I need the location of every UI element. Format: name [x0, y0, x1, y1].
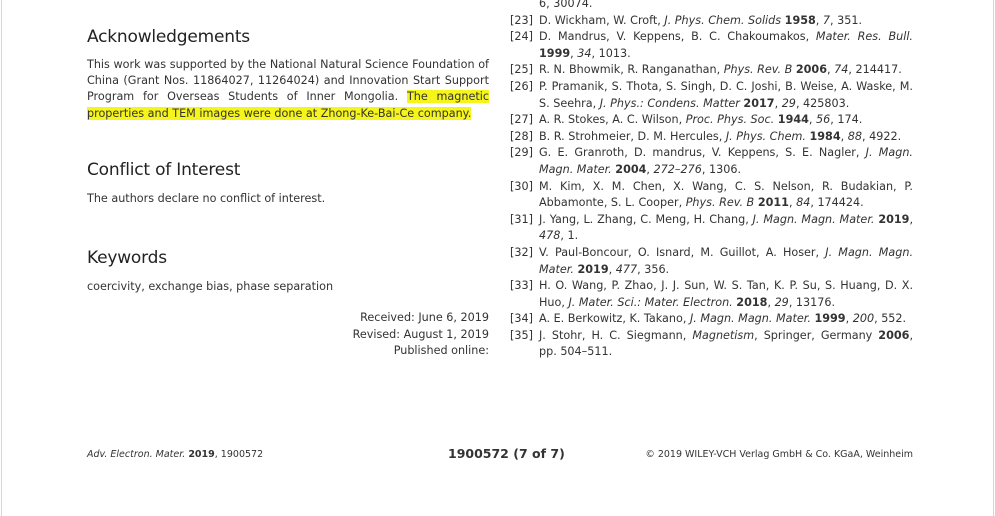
reference-text: H. O. Wang, P. Zhao, J. J. Sun, W. S. Tan, K. P. Su, S. Huang, D. X. Huo, J. Mater. Sci.: Mater. Electron. 2018, 29, 13176.: [539, 279, 913, 309]
reference-journal: J. Phys. Chem.: [725, 129, 806, 143]
reference-journal: Mater. Res. Bull.: [815, 30, 913, 44]
reference-pages: , 1306.: [701, 162, 741, 176]
reference-number: [31]: [510, 212, 533, 226]
reference-item: [510, 29, 913, 62]
footer-journal: Adv. Electron. Mater.: [87, 449, 186, 460]
reference-number: [27]: [510, 113, 533, 127]
reference-year: 1999: [814, 312, 846, 326]
keywords-heading: Keywords: [87, 248, 167, 268]
reference-number: [32]: [510, 245, 533, 259]
reference-item: [510, 278, 913, 311]
reference-item: [510, 112, 913, 129]
reference-authors: G. E. Granroth, D. mandrus, V. Keppens, S. E. Nagler,: [539, 146, 866, 160]
reference-journal: J. Phys. Chem. Solids: [664, 13, 782, 27]
reference-publisher: , Springer, Germany: [754, 328, 879, 342]
reference-continuation: 6, 30074.: [539, 0, 593, 10]
reference-volume: 29: [774, 295, 789, 309]
reference-item: [510, 13, 913, 30]
reference-number: [28]: [510, 129, 533, 143]
reference-authors: J. Stohr, H. C. Siegmann,: [539, 328, 693, 342]
reference-authors: D. Wickham, W. Croft,: [539, 13, 665, 27]
reference-journal: J. Magn. Magn. Mater.: [539, 245, 913, 276]
reference-item: [510, 328, 913, 361]
highlighted-text: The magnetic properties and TEM images were done at Zhong-Ke-Bai-Ce company.: [87, 90, 490, 120]
reference-authors: A. E. Berkowitz, K. Takano,: [539, 312, 690, 326]
reference-authors: D. Mandrus, V. Keppens, B. C. Chakoumakos,: [539, 30, 816, 44]
reference-authors: R. N. Bhowmik, R. Ranganathan,: [539, 63, 724, 77]
reference-volume: 29: [781, 96, 796, 110]
reference-journal: J. Mater. Sci.: Mater. Electron.: [568, 295, 733, 309]
reference-journal: J. Magn. Magn. Mater.: [539, 146, 913, 176]
reference-authors: M. Kim, X. M. Chen, X. Wang, C. S. Nelson, R. Budakian, P. Abbamonte, S. L. Cooper,: [539, 179, 913, 210]
reference-volume: 56: [816, 113, 831, 127]
reference-list: [510, 0, 913, 361]
reference-pages: , 13176.: [788, 295, 836, 309]
reference-pages: , 356.: [637, 262, 670, 276]
footer-citation: [87, 449, 263, 460]
reference-pages: , 1013.: [591, 46, 631, 60]
reference-volume: 84: [796, 196, 811, 210]
reference-item: [510, 179, 913, 212]
reference-year: 2019: [577, 262, 609, 276]
reference-year: 2011: [757, 196, 789, 210]
reference-number: [34]: [510, 312, 533, 326]
reference-text: A. E. Berkowitz, K. Takano, J. Magn. Magn. Mater. 1999, 200, 552.: [539, 312, 907, 326]
reference-item: [510, 79, 913, 112]
reference-item: [510, 245, 913, 278]
reference-pages: , pp. 504–511.: [539, 328, 913, 359]
reference-journal: Magnetism: [692, 328, 755, 342]
reference-text: V. Paul-Boncour, O. Isnard, M. Guillot, A. Hoser, J. Magn. Magn. Mater. 2019, 477, 356.: [539, 245, 913, 276]
published-date: Published online:: [393, 344, 489, 357]
keywords-text: coercivity, exchange bias, phase separation: [87, 280, 334, 293]
reference-volume: 478: [539, 229, 561, 243]
acknowledgements-body: This work was supported by the National Natural Science Foundation of China (Grant Nos. 11864027, 11264024) and Innovation Start Support Program for Overseas Students of Inner Mongolia.: [87, 58, 489, 104]
reference-number: [33]: [510, 279, 533, 293]
reference-volume: 34: [577, 46, 592, 60]
reference-pages: , 351.: [830, 13, 863, 27]
reference-year: 2006: [795, 63, 827, 77]
acknowledgements-heading: Acknowledgements: [87, 27, 250, 47]
reference-year: 2006: [878, 328, 910, 342]
reference-authors: B. R. Strohmeier, D. M. Hercules,: [539, 129, 726, 143]
footer-article: , 1900572: [214, 449, 264, 460]
reference-year: 1958: [784, 13, 816, 27]
reference-number: [30]: [510, 179, 533, 193]
reference-number: [24]: [510, 30, 533, 44]
reference-volume: 272–276: [653, 162, 702, 176]
reference-text: M. Kim, X. M. Chen, X. Wang, C. S. Nelson, R. Budakian, P. Abbamonte, S. L. Cooper, Phys. Rev. B 2011, 84, 174424.: [539, 179, 913, 210]
page-edge-right: [993, 0, 994, 516]
reference-pages: , 4922.: [862, 129, 902, 143]
reference-text: D. Mandrus, V. Keppens, B. C. Chakoumakos, Mater. Res. Bull. 1999, 34, 1013.: [539, 30, 913, 60]
reference-text: B. R. Strohmeier, D. M. Hercules, J. Phys. Chem. 1984, 88, 4922.: [539, 129, 902, 143]
reference-journal: Proc. Phys. Soc.: [685, 113, 775, 127]
reference-pages: , 214417.: [848, 63, 902, 77]
page-number: 1900572 (7 of 7): [448, 446, 565, 461]
reference-pages: , 174.: [830, 113, 863, 127]
reference-text: D. Wickham, W. Croft, J. Phys. Chem. Solids 1958, 7, 351.: [539, 13, 863, 27]
reference-text: P. Pramanik, S. Thota, S. Singh, D. C. Joshi, B. Weise, A. Waske, M. S. Seehra, J. Phys.: Condens. Matter 2017, 29, 425803.: [539, 79, 913, 110]
reference-year: 2019: [878, 212, 910, 226]
reference-pages: , 425803.: [795, 96, 850, 110]
reference-text: R. N. Bhowmik, R. Ranganathan, Phys. Rev. B 2006, 74, 214417.: [539, 63, 902, 77]
conflict-text: The authors declare no conflict of interest.: [87, 192, 326, 205]
received-date: Received: June 6, 2019: [360, 311, 489, 324]
reference-authors: P. Pramanik, S. Thota, S. Singh, D. C. Joshi, B. Weise, A. Waske, M. S. Seehra,: [539, 79, 913, 110]
acknowledgements-text: [87, 57, 489, 122]
conflict-heading: Conflict of Interest: [87, 160, 241, 180]
reference-item: [510, 62, 913, 79]
footer-year: 2019: [188, 449, 215, 460]
reference-year: 1984: [809, 129, 841, 143]
reference-volume: 74: [834, 63, 849, 77]
reference-year: 1999: [539, 46, 571, 60]
reference-number: [23]: [510, 13, 533, 27]
reference-year: 1944: [777, 113, 809, 127]
reference-pages: , 174424.: [810, 196, 864, 210]
revised-date: Revised: August 1, 2019: [352, 327, 489, 341]
reference-number: [35]: [510, 328, 533, 342]
page-edge-left: [1, 0, 2, 516]
reference-item: [510, 129, 913, 146]
reference-journal: J. Magn. Magn. Mater.: [752, 212, 875, 226]
reference-journal: J. Phys.: Condens. Matter: [599, 96, 740, 110]
reference-item: [510, 145, 913, 178]
reference-text: G. E. Granroth, D. mandrus, V. Keppens, S. E. Nagler, J. Magn. Magn. Mater. 2004, 272–276, 1306.: [539, 146, 913, 176]
reference-journal: Phys. Rev. B: [723, 63, 793, 77]
reference-authors: V. Paul-Boncour, O. Isnard, M. Guillot, A. Hoser,: [539, 245, 826, 259]
reference-year: 2017: [743, 96, 775, 110]
reference-year: 2018: [736, 295, 768, 309]
reference-text: A. R. Stokes, A. C. Wilson, Proc. Phys. Soc. 1944, 56, 174.: [539, 113, 863, 127]
reference-volume: 477: [615, 262, 638, 276]
article-dates: [300, 310, 489, 360]
reference-number: [25]: [510, 63, 533, 77]
reference-pages: , 1.: [560, 229, 579, 243]
reference-volume: 88: [847, 129, 862, 143]
reference-item: [510, 311, 913, 328]
reference-journal: J. Magn. Magn. Mater.: [689, 312, 811, 326]
reference-item: [510, 212, 913, 245]
reference-pages: , 552.: [874, 312, 907, 326]
copyright: © 2019 WILEY-VCH Verlag GmbH & Co. KGaA, Weinheim: [645, 449, 913, 460]
reference-volume: 200: [852, 312, 875, 326]
reference-text: J. Yang, L. Zhang, C. Meng, H. Chang, J. Magn. Magn. Mater. 2019, 478, 1.: [539, 212, 914, 243]
reference-authors: J. Yang, L. Zhang, C. Meng, H. Chang,: [539, 212, 753, 226]
reference-authors: A. R. Stokes, A. C. Wilson,: [539, 113, 686, 127]
reference-number: [29]: [510, 146, 533, 160]
reference-year: 2004: [615, 162, 647, 176]
reference-journal: Phys. Rev. B: [685, 196, 755, 210]
reference-volume: 7: [822, 13, 831, 27]
reference-authors: H. O. Wang, P. Zhao, J. J. Sun, W. S. Tan, K. P. Su, S. Huang, D. X. Huo,: [539, 279, 913, 309]
reference-text: [539, 328, 913, 361]
reference-number: [26]: [510, 79, 533, 93]
